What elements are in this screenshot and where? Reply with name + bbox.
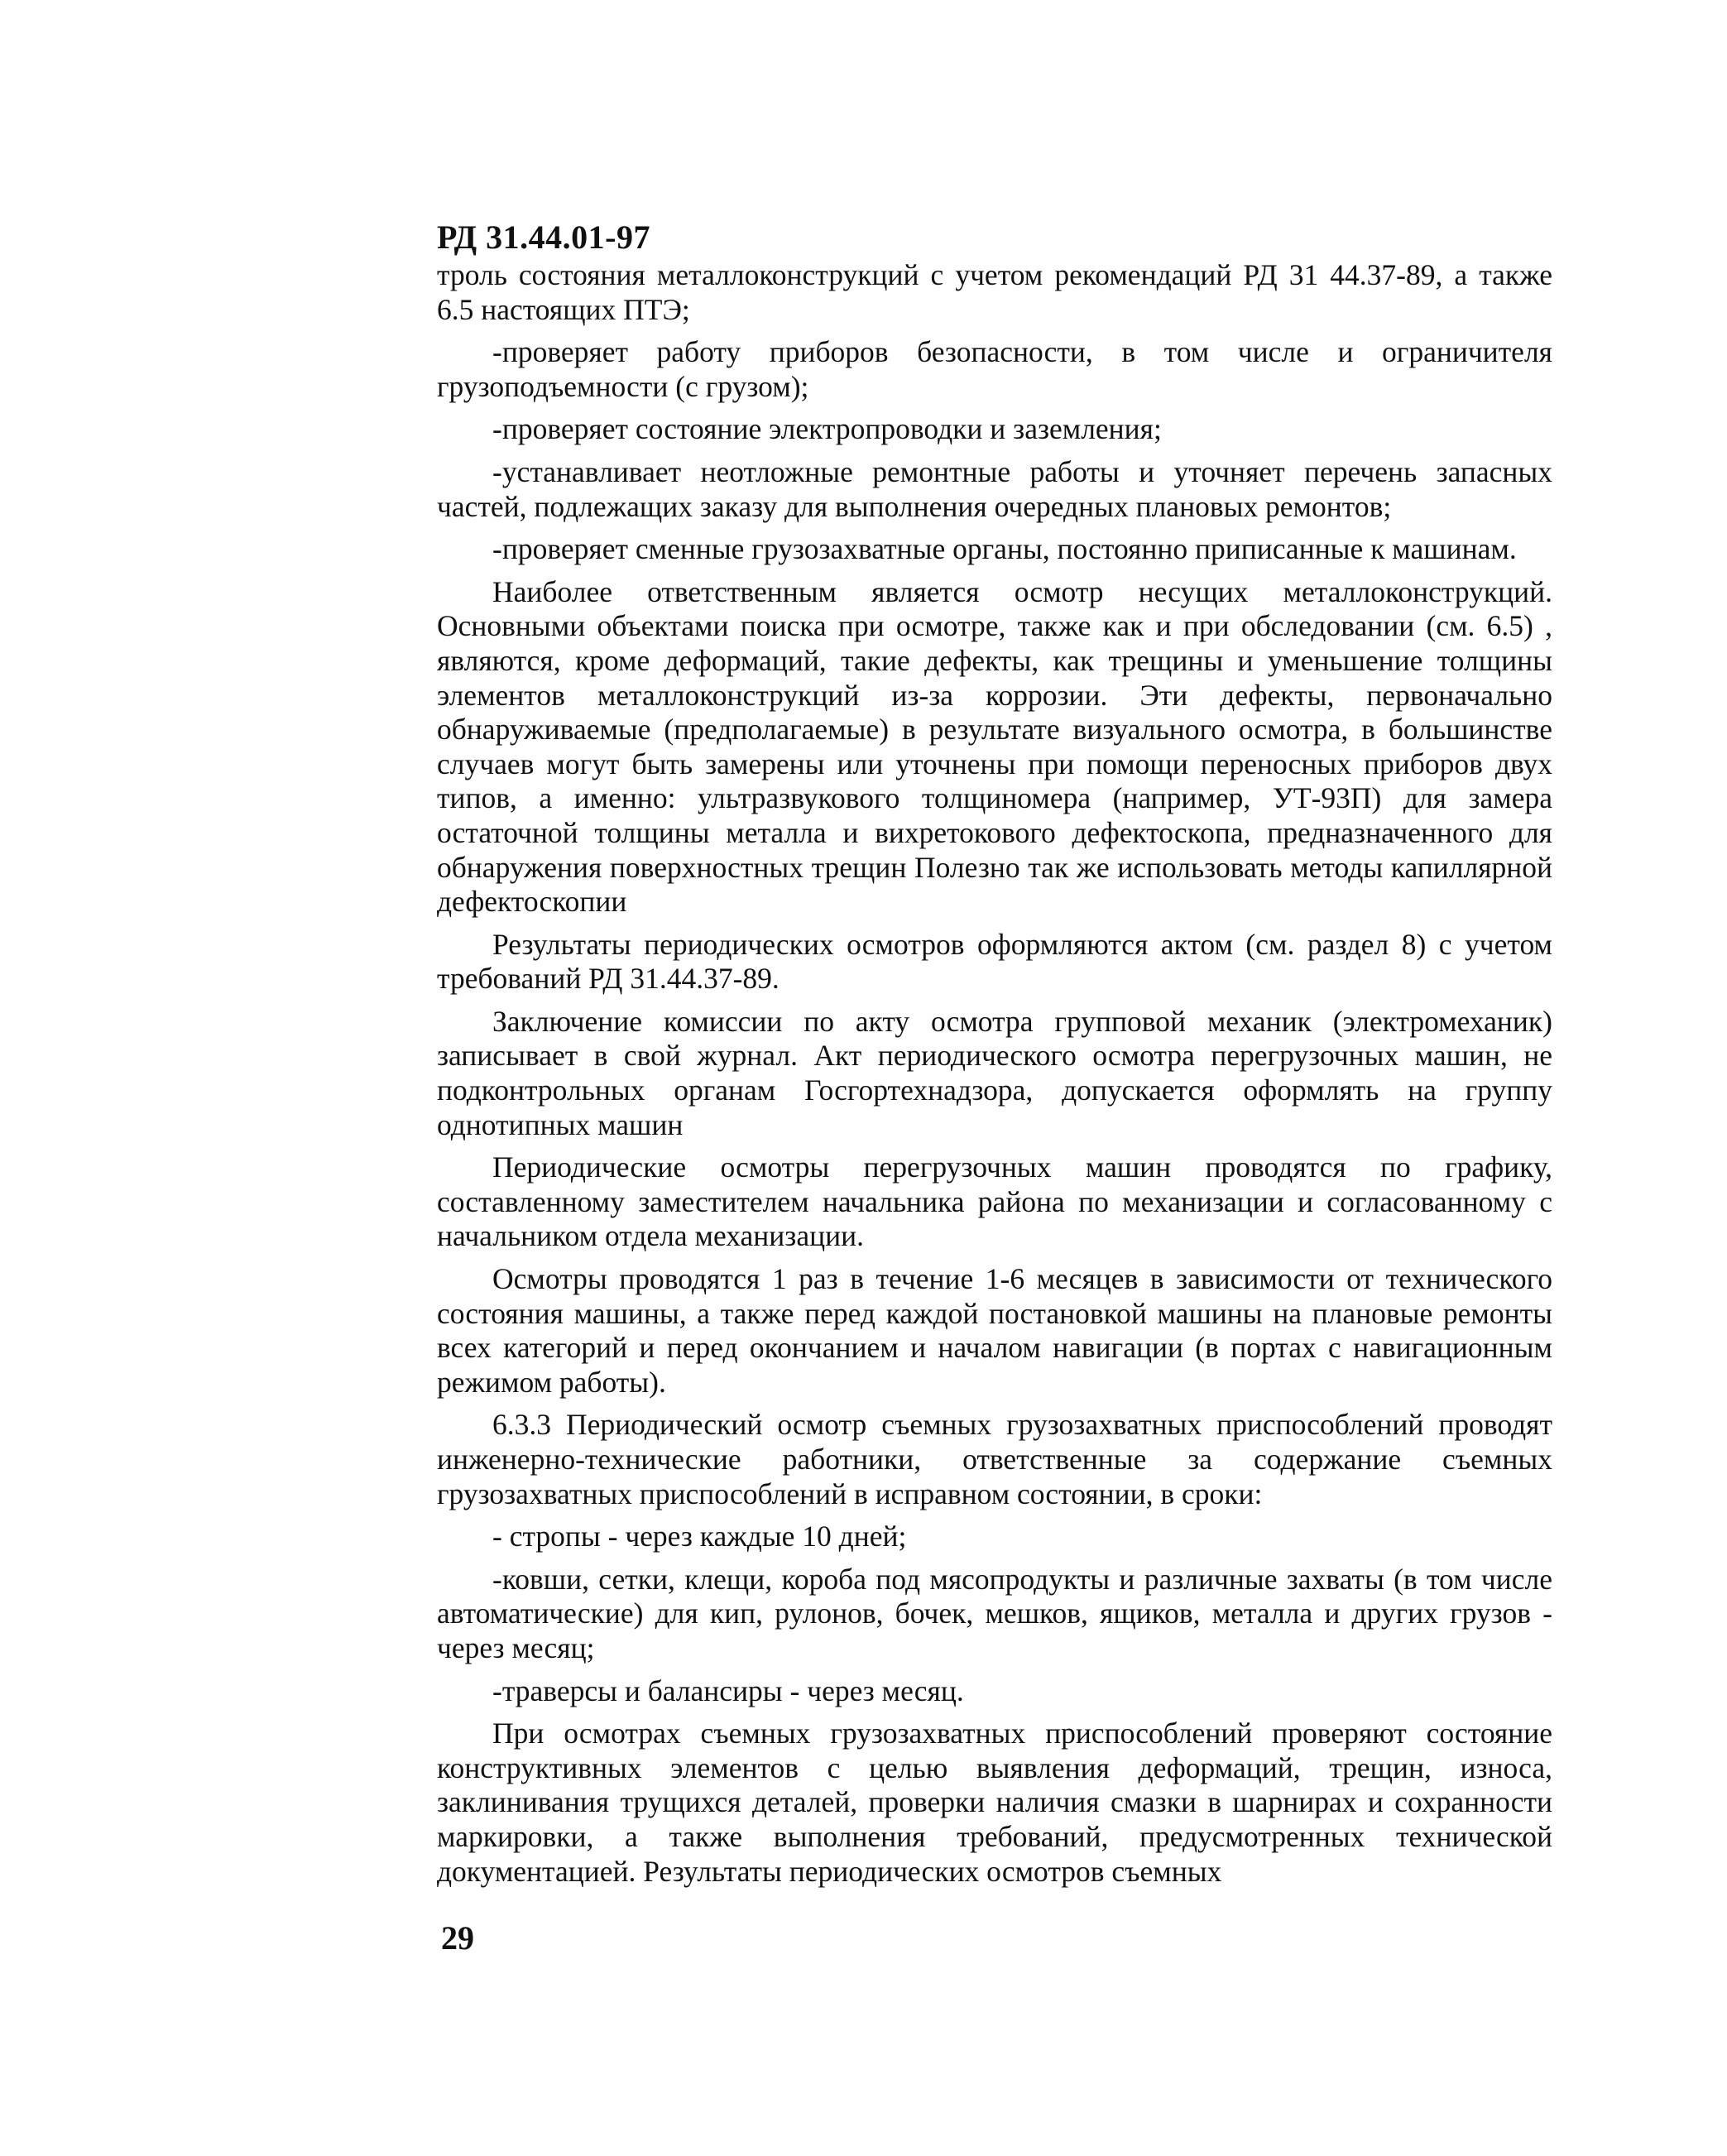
- paragraph-metal-structures: Наиболее ответственным является осмотр несущих металлоконструкций. Основными объектами поиска при осмотре, также как и при обследовании (см. 6.5) , являются, кроме деформаций, такие дефекты, как трещины и уменьшение толщины элементов металлоконструкций из-за коррозии. Эти дефекты, первоначально обнаруживаемые (предполагаемые) в результате визуального осмотра, в большинстве случаев могут быть замерены или уточнены при помощи переносных приборов двух типов, а именно: ультразвукового толщиномера (например, УТ-93П) для замера остаточной толщины металла и вихретокового дефектоскопа, предназначенного для обнаружения поверхностных трещин Полезно так же использовать методы капиллярной дефектоскопии: [437, 574, 1552, 919]
- paragraph-inspection-checks: При осмотрах съемных грузозахватных приспособлений проверяют состояние конструктивных элементов с целью выявления деформаций, трещин, износа, заклинивания трущихся деталей, проверки наличия смазки в шарнирах и сохранности маркировки, а также выполнения требований, предусмотренных технической документацией. Результаты периодических осмотров съемных: [437, 1717, 1552, 1888]
- paragraph-schedule: Периодические осмотры перегрузочных машин проводятся по графику, составленному заместителем начальника района по механизации и согласованному с начальником отдела механизации.: [437, 1150, 1552, 1253]
- paragraph-inspection-results: Результаты периодических осмотров оформляются актом (см. раздел 8) с учетом требований РД 31.44.37-89.: [437, 927, 1552, 996]
- list-item-safety-devices: -проверяет работу приборов безопасности, в том числе и ограничителя грузоподъемности (с грузом);: [437, 335, 1552, 403]
- document-page: [437, 217, 1552, 1889]
- paragraph-continuation: троль состояния металлоконструкций с учетом рекомендаций РД 31 44.37-89, а также 6.5 настоящих ПТЭ;: [437, 258, 1552, 326]
- document-code: РД 31.44.01-97: [437, 218, 650, 256]
- list-item-wiring: -проверяет состояние электропроводки и заземления;: [492, 412, 1162, 446]
- list-item-buckets-nets: -ковши, сетки, клещи, короба под мясопродукты и различные захваты (в том числе автоматические) для кип, рулонов, бочек, мешков, ящиков, металла и других грузов - через месяц;: [437, 1562, 1552, 1664]
- paragraph-frequency: Осмотры проводятся 1 раз в течение 1-6 месяцев в зависимости от технического состояния машины, а также перед каждой постановкой машины на плановые ремонты всех категорий и перед окончанием и началом навигации (в портах с навигационным режимом работы).: [437, 1262, 1552, 1399]
- list-item-traverses: -траверсы и балансиры - через месяц.: [492, 1673, 964, 1707]
- page-number: 29: [441, 1919, 474, 1957]
- list-item-slings: - стропы - через каждые 10 дней;: [492, 1520, 907, 1553]
- paragraph-commission-conclusion: Заключение комиссии по акту осмотра групповой механик (электромеханик) записывает в свой журнал. Акт периодического осмотра перегрузочных машин, не подконтрольных органам Госгортехнадзора, допускается оформлять на группу однотипных машин: [437, 1004, 1552, 1141]
- paragraph-section-6-3-3: 6.3.3 Периодический осмотр съемных грузозахватных приспособлений проводят инженерно-технические работники, ответственные за содержание съемных грузозахватных приспособлений в исправном состоянии, в сроки:: [437, 1408, 1552, 1510]
- list-item-gripping-organs: -проверяет сменные грузозахватные органы, постоянно приписанные к машинам.: [492, 532, 1517, 566]
- list-item-repairs: -устанавливает неотложные ремонтные работы и уточняет перечень запасных частей, подлежащих заказу для выполнения очередных плановых ремонтов;: [437, 454, 1552, 523]
